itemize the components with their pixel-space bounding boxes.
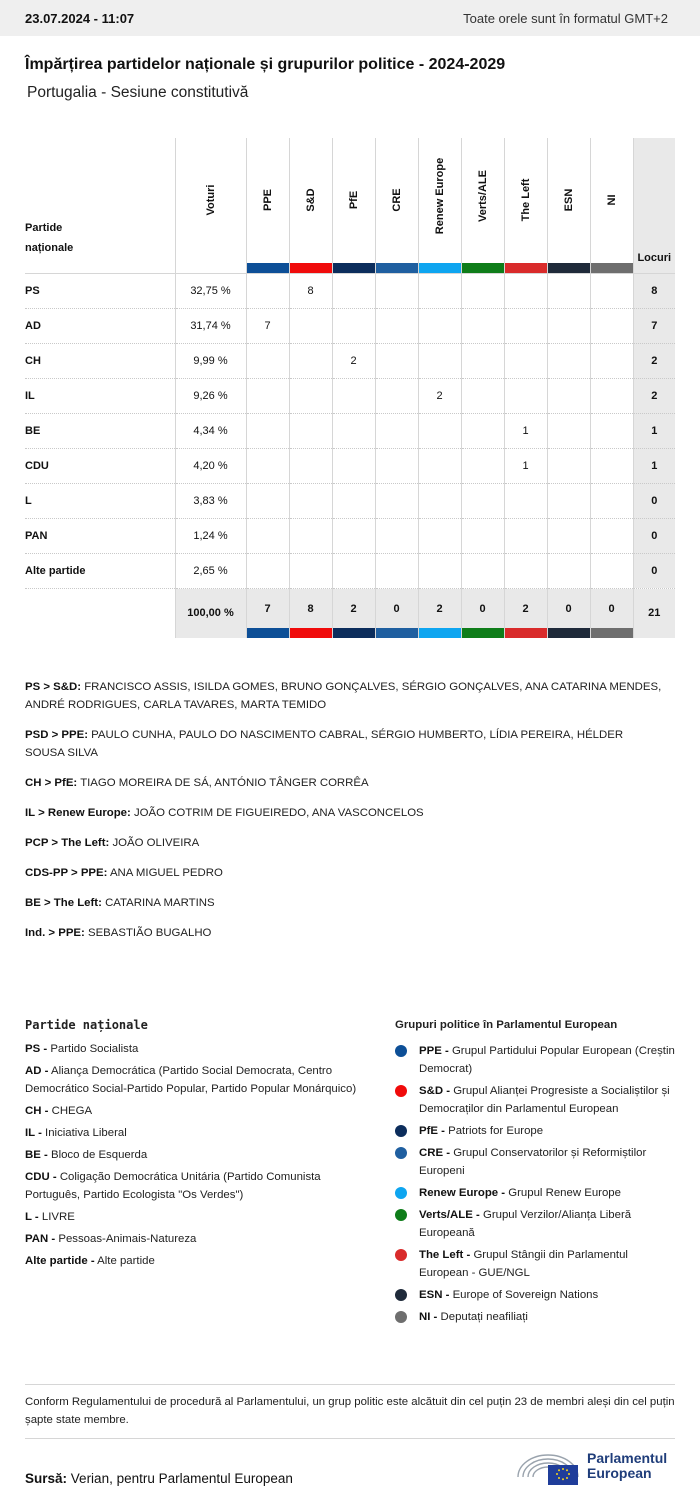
- member-group-label: CH > PfE:: [25, 777, 78, 789]
- group-color-dot-icon: [395, 1249, 407, 1261]
- group-color-dot-icon: [395, 1289, 407, 1301]
- group-color-dot-icon: [395, 1187, 407, 1199]
- group-seat-cell: [590, 483, 633, 518]
- party-name-cell: IL: [25, 378, 175, 413]
- source-text: Verian, pentru Parlamentul European: [70, 1471, 293, 1486]
- group-seat-cell: [289, 518, 332, 553]
- group-column-header: PPE: [246, 138, 289, 273]
- group-seat-cell: [590, 518, 633, 553]
- group-seat-cell: [375, 413, 418, 448]
- total-seats-cell: 8: [633, 273, 675, 308]
- group-color-dot-icon: [395, 1085, 407, 1097]
- table-header-row: [25, 138, 675, 273]
- group-legend-item: S&D - Grupul Alianței Progresiste a Socialiștilor și Democraților din Parlamentul European: [395, 1082, 675, 1118]
- group-seat-cell: 1: [504, 448, 547, 483]
- group-legend-item: Renew Europe - Grupul Renew Europe: [395, 1184, 675, 1202]
- group-seat-cell: [418, 553, 461, 588]
- party-name-cell: AD: [25, 308, 175, 343]
- group-seat-cell: [332, 308, 375, 343]
- group-seat-cell: [418, 483, 461, 518]
- page-subtitle: Portugalia - Sesiune constitutivă: [27, 84, 249, 101]
- group-color-bar: [591, 263, 633, 273]
- group-seat-cell: [332, 483, 375, 518]
- group-seat-cell: [418, 308, 461, 343]
- group-seat-cell: 1: [504, 413, 547, 448]
- group-color-dot-icon: [395, 1311, 407, 1323]
- member-group-label: CDS-PP > PPE:: [25, 867, 108, 879]
- group-seat-cell: [461, 378, 504, 413]
- group-seat-cell: [590, 343, 633, 378]
- group-seat-cell: [289, 553, 332, 588]
- group-color-bar: [505, 628, 547, 638]
- totals-group-cell: 7: [246, 588, 289, 638]
- group-column-header: S&D: [289, 138, 332, 273]
- group-color-bar: [548, 628, 590, 638]
- group-seat-cell: [418, 518, 461, 553]
- group-color-bar: [419, 628, 461, 638]
- group-color-bar: [333, 628, 375, 638]
- group-seat-cell: [547, 413, 590, 448]
- group-seat-cell: [461, 518, 504, 553]
- group-color-bar: [247, 628, 289, 638]
- member-group-label: PCP > The Left:: [25, 837, 110, 849]
- group-seat-cell: [375, 378, 418, 413]
- group-column-header: The Left: [504, 138, 547, 273]
- totals-group-cell: 0: [375, 588, 418, 638]
- group-seat-cell: [418, 448, 461, 483]
- member-group-label: BE > The Left:: [25, 897, 102, 909]
- group-seat-cell: [246, 553, 289, 588]
- group-color-bar: [462, 628, 504, 638]
- group-seat-cell: [418, 343, 461, 378]
- party-name-cell: CH: [25, 343, 175, 378]
- group-legend-item: The Left - Grupul Stângii din Parlamentul European - GUE/NGL: [395, 1246, 675, 1282]
- member-group-label: Ind. > PPE:: [25, 927, 85, 939]
- member-group-entry: [25, 924, 665, 942]
- logo-text: Parlamentul European: [587, 1450, 668, 1481]
- group-seat-cell: [547, 273, 590, 308]
- totals-group-cell: 8: [289, 588, 332, 638]
- member-group-label: IL > Renew Europe:: [25, 807, 131, 819]
- group-seat-cell: [246, 413, 289, 448]
- group-seat-cell: [375, 273, 418, 308]
- group-seat-cell: [246, 518, 289, 553]
- parliament-hemicycle-icon: [515, 1447, 581, 1485]
- group-seat-cell: [461, 483, 504, 518]
- group-seat-cell: [590, 378, 633, 413]
- table-row: [25, 413, 675, 448]
- members-list: [25, 678, 665, 954]
- votes-cell: 4,20 %: [175, 448, 246, 483]
- group-seat-cell: [418, 413, 461, 448]
- group-seat-cell: [504, 378, 547, 413]
- table-row: [25, 273, 675, 308]
- european-parliament-logo: [515, 1446, 675, 1486]
- group-seat-cell: [504, 518, 547, 553]
- update-datetime: 23.07.2024 - 11:07: [25, 10, 135, 26]
- member-names: ANA MIGUEL PEDRO: [109, 867, 223, 879]
- totals-group-cell: 0: [590, 588, 633, 638]
- table-row: [25, 553, 675, 588]
- member-group-entry: [25, 774, 665, 792]
- group-color-bar: [591, 628, 633, 638]
- group-color-bar: [548, 263, 590, 273]
- group-seat-cell: [547, 378, 590, 413]
- group-seat-cell: 7: [246, 308, 289, 343]
- group-seat-cell: [547, 553, 590, 588]
- group-seat-cell: [461, 308, 504, 343]
- group-seat-cell: [461, 413, 504, 448]
- group-seat-cell: [375, 553, 418, 588]
- group-seat-cell: [246, 343, 289, 378]
- member-group-entry: [25, 678, 665, 714]
- member-group-label: PSD > PPE:: [25, 729, 88, 741]
- group-seat-cell: [332, 553, 375, 588]
- national-party-legend-item: BE - Bloco de Esquerda: [25, 1149, 148, 1161]
- group-seat-cell: [375, 483, 418, 518]
- group-color-dot-icon: [395, 1147, 407, 1159]
- totals-group-cell: 0: [547, 588, 590, 638]
- member-names: JOÃO COTRIM DE FIGUEIREDO, ANA VASCONCELOS: [133, 807, 424, 819]
- group-seat-cell: [590, 448, 633, 483]
- totals-label-cell: [25, 588, 175, 638]
- national-parties-heading: Partide naționale: [25, 1018, 148, 1032]
- group-seat-cell: [246, 378, 289, 413]
- member-group-entry: [25, 834, 665, 852]
- group-seat-cell: [547, 308, 590, 343]
- total-seats-cell: 0: [633, 518, 675, 553]
- seat-distribution-table: [25, 138, 675, 638]
- group-legend-item: ESN - Europe of Sovereign Nations: [395, 1286, 675, 1304]
- national-party-legend-item: L - LIVRE: [25, 1211, 75, 1223]
- votes-cell: 9,99 %: [175, 343, 246, 378]
- group-column-header: ESN: [547, 138, 590, 273]
- totals-group-cell: 2: [418, 588, 461, 638]
- group-seat-cell: [332, 378, 375, 413]
- group-seat-cell: [332, 448, 375, 483]
- political-groups-heading: Grupuri politice în Parlamentul European: [395, 1019, 618, 1031]
- totals-seats-cell: 21: [633, 588, 675, 638]
- group-column-header: NI: [590, 138, 633, 273]
- votes-cell: 4,34 %: [175, 413, 246, 448]
- totals-row: [25, 588, 675, 638]
- votes-column-header: Voturi: [175, 138, 246, 273]
- totals-group-cell: 2: [332, 588, 375, 638]
- table-row: [25, 483, 675, 518]
- group-seat-cell: [375, 448, 418, 483]
- group-seat-cell: [590, 308, 633, 343]
- total-seats-cell: 1: [633, 413, 675, 448]
- group-color-bar: [290, 263, 332, 273]
- group-color-bar: [290, 628, 332, 638]
- group-seat-cell: [547, 518, 590, 553]
- group-legend-item: NI - Deputați neafiliați: [395, 1308, 675, 1326]
- source-label: Sursă:: [25, 1471, 68, 1486]
- votes-cell: 9,26 %: [175, 378, 246, 413]
- group-column-header: PfE: [332, 138, 375, 273]
- member-names: CATARINA MARTINS: [105, 897, 215, 909]
- group-seat-cell: [289, 378, 332, 413]
- group-seat-cell: [547, 483, 590, 518]
- member-group-entry: [25, 894, 665, 912]
- votes-cell: 2,65 %: [175, 553, 246, 588]
- total-seats-cell: 1: [633, 448, 675, 483]
- group-legend-item: CRE - Grupul Conservatorilor și Reformiștilor Europeni: [395, 1144, 675, 1180]
- group-seat-cell: [246, 483, 289, 518]
- group-seat-cell: [289, 413, 332, 448]
- group-seat-cell: [461, 273, 504, 308]
- seats-column-header: Locuri: [633, 138, 675, 273]
- group-seat-cell: [332, 273, 375, 308]
- group-color-bar: [333, 263, 375, 273]
- group-seat-cell: [418, 273, 461, 308]
- member-names: PAULO CUNHA, PAULO DO NASCIMENTO CABRAL, SÉRGIO HUMBERTO, LÍDIA PEREIRA, HÉLDER SOUSA SILVA: [25, 729, 624, 759]
- national-party-legend-item: CH - CHEGA: [25, 1105, 93, 1117]
- total-seats-cell: 2: [633, 343, 675, 378]
- group-seat-cell: [289, 308, 332, 343]
- group-seat-cell: [504, 483, 547, 518]
- party-name-cell: PS: [25, 273, 175, 308]
- table-row: [25, 308, 675, 343]
- national-party-legend-item: AD - Aliança Democrática (Partido Social Democrata, Centro Democrático Social-Partido Popular, Partido Popular Monárquico): [25, 1065, 357, 1095]
- source-line: [25, 1471, 293, 1486]
- group-seat-cell: [289, 343, 332, 378]
- group-color-bar: [505, 263, 547, 273]
- member-names: JOÃO OLIVEIRA: [112, 837, 200, 849]
- total-seats-cell: 2: [633, 378, 675, 413]
- group-color-dot-icon: [395, 1209, 407, 1221]
- group-color-bar: [376, 263, 418, 273]
- votes-cell: 3,83 %: [175, 483, 246, 518]
- group-seat-cell: [375, 343, 418, 378]
- group-seat-cell: [461, 553, 504, 588]
- member-group-entry: [25, 804, 665, 822]
- group-seat-cell: [590, 413, 633, 448]
- party-name-cell: Alte partide: [25, 553, 175, 588]
- group-seat-cell: [375, 308, 418, 343]
- group-column-header: Renew Europe: [418, 138, 461, 273]
- group-color-bar: [376, 628, 418, 638]
- group-seat-cell: [246, 273, 289, 308]
- member-names: SEBASTIÃO BUGALHO: [87, 927, 212, 939]
- group-seat-cell: [332, 518, 375, 553]
- votes-cell: 31,74 %: [175, 308, 246, 343]
- group-seat-cell: [504, 308, 547, 343]
- total-seats-cell: 7: [633, 308, 675, 343]
- group-column-header: Verts/ALE: [461, 138, 504, 273]
- group-seat-cell: [289, 483, 332, 518]
- group-seat-cell: [547, 343, 590, 378]
- party-name-cell: BE: [25, 413, 175, 448]
- group-seat-cell: [246, 448, 289, 483]
- group-color-bar: [419, 263, 461, 273]
- group-seat-cell: [590, 553, 633, 588]
- national-party-legend-item: IL - Iniciativa Liberal: [25, 1127, 127, 1139]
- group-seat-cell: [504, 553, 547, 588]
- top-bar: [0, 0, 700, 36]
- table-row: [25, 343, 675, 378]
- party-column-header: Partide naționale: [25, 138, 175, 273]
- group-seat-cell: [461, 343, 504, 378]
- national-party-legend-item: PS - Partido Socialista: [25, 1043, 139, 1055]
- group-color-bar: [247, 263, 289, 273]
- group-legend-item: PfE - Patriots for Europe: [395, 1122, 675, 1140]
- group-seat-cell: [375, 518, 418, 553]
- group-seat-cell: [547, 448, 590, 483]
- member-group-label: PS > S&D:: [25, 681, 82, 693]
- group-color-dot-icon: [395, 1045, 407, 1057]
- table-row: [25, 378, 675, 413]
- table-row: [25, 448, 675, 483]
- totals-votes-cell: 100,00 %: [175, 588, 246, 638]
- member-group-entry: [25, 726, 665, 762]
- member-names: FRANCISCO ASSIS, ISILDA GOMES, BRUNO GONÇALVES, SÉRGIO GONÇALVES, ANA CATARINA MENDES, ANDRÉ RODRIGUES, CARLA TAVARES, MARTA TEMIDO: [25, 681, 662, 711]
- group-seat-cell: [461, 448, 504, 483]
- votes-cell: 32,75 %: [175, 273, 246, 308]
- timezone-note: Toate orele sunt în formatul GMT+2: [463, 10, 668, 26]
- votes-cell: 1,24 %: [175, 518, 246, 553]
- total-seats-cell: 0: [633, 483, 675, 518]
- group-color-dot-icon: [395, 1125, 407, 1137]
- national-party-legend-item: CDU - Coligação Democrática Unitária (Partido Comunista Português, Partido Ecologista "Os Verdes"): [25, 1171, 321, 1201]
- total-seats-cell: 0: [633, 553, 675, 588]
- party-name-cell: PAN: [25, 518, 175, 553]
- party-name-cell: L: [25, 483, 175, 518]
- group-seat-cell: 2: [332, 343, 375, 378]
- member-group-entry: [25, 864, 665, 882]
- national-party-legend-item: Alte partide - Alte partide: [25, 1255, 155, 1267]
- table-row: [25, 518, 675, 553]
- group-color-bar: [462, 263, 504, 273]
- group-seat-cell: [504, 273, 547, 308]
- group-seat-cell: 2: [418, 378, 461, 413]
- national-parties-legend: [25, 1016, 365, 1274]
- national-party-legend-item: PAN - Pessoas-Animais-Natureza: [25, 1233, 197, 1245]
- rules-note: Conform Regulamentului de procedură al Parlamentului, un grup politic este alcătuit din cel puțin 23 de membri aleși din cel puțin șapte state membre.: [25, 1384, 675, 1439]
- page-title: Împărțirea partidelor naționale și grupurilor politice - 2024-2029: [25, 56, 506, 73]
- member-names: TIAGO MOREIRA DE SÁ, ANTÓNIO TÂNGER CORRÊA: [80, 777, 369, 789]
- group-seat-cell: 8: [289, 273, 332, 308]
- group-legend-item: Verts/ALE - Grupul Verzilor/Alianța Liberă Europeană: [395, 1206, 675, 1242]
- group-seat-cell: [289, 448, 332, 483]
- political-groups-legend: [395, 1016, 675, 1330]
- group-column-header: CRE: [375, 138, 418, 273]
- group-seat-cell: [504, 343, 547, 378]
- group-legend-item: PPE - Grupul Partidului Popular European (Creștin Democrat): [395, 1042, 675, 1078]
- group-seat-cell: [332, 413, 375, 448]
- party-name-cell: CDU: [25, 448, 175, 483]
- group-seat-cell: [590, 273, 633, 308]
- totals-group-cell: 0: [461, 588, 504, 638]
- totals-group-cell: 2: [504, 588, 547, 638]
